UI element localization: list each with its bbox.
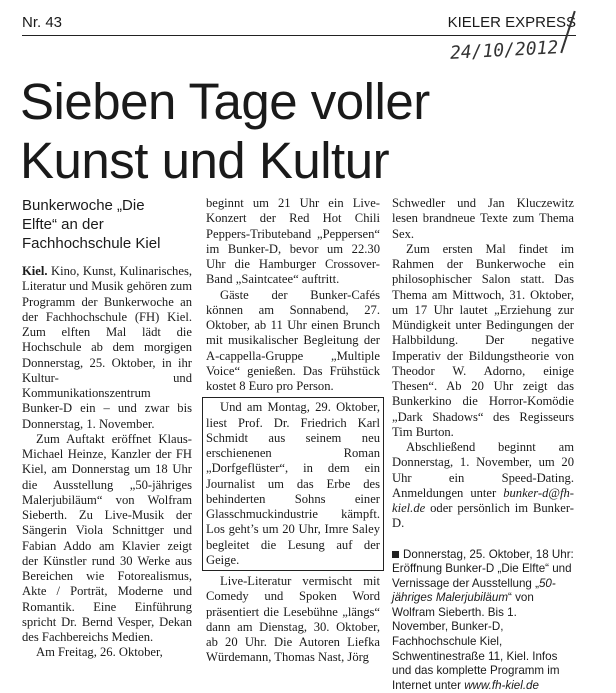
paragraph: Am Freitag, 26. Oktober, bbox=[22, 645, 192, 660]
paragraph: Schwedler und Jan Kluczewitz lesen brandneue Texte zum Thema Sex. bbox=[392, 196, 574, 242]
article-column-1 bbox=[22, 196, 192, 661]
paragraph: Kiel. Kino, Kunst, Kulinarisches, Literatur und Musik gehören zum Programm der Bunkerwoche an der Fachhochschule (FH) Kiel. Zum elften Mal lädt die Hochschule ab dem morgigen Donnerstag, 25. Oktober, in ihr Kultur- und Kommunikationszentrum Bunker-D ein – und zwar bis Donnerstag, 1. November. bbox=[22, 264, 192, 432]
dateline: Kiel. bbox=[22, 264, 48, 278]
headline bbox=[20, 72, 430, 190]
handwritten-date: 24/10/2012 bbox=[450, 37, 559, 64]
bullet-square-icon bbox=[392, 551, 399, 558]
website-link[interactable]: www.fh-kiel.de bbox=[464, 679, 539, 692]
paragraph: Gäste der Bunker-Cafés können am Sonnabend, 27. Oktober, ab 11 Uhr einen Brunch mit musikalischer Begleitung der A-cappella-Gruppe „Multiple Voice“ genießen. Das Frühstück kostet 8 Euro pro Person. bbox=[206, 288, 380, 395]
paragraph: beginnt um 21 Uhr ein Live-Konzert der Red Hot Chili Peppers-Tributeband „Peppersen“ im Bunker-D, bevor um 22.30 Uhr die Hamburger Crossover-Band „Saintcatee“ auftritt. bbox=[206, 196, 380, 288]
info-box: Donnerstag, 25. Oktober, 18 Uhr: Eröffnung Bunker-D „Die Elfte“ und Vernissage der Ausstellung „50-jähriges Malerjubiläum“ von Wolfram Sieberth. Bis 1. November, Bunker-D, Fachhochschule Kiel, Schwentinestraße 11, Kiel. Infos und das komplette Programm im Internet unter www.fh-kiel.de bbox=[392, 548, 574, 693]
header-rule bbox=[22, 35, 576, 36]
article-column-2 bbox=[206, 196, 380, 666]
paragraph: Live-Literatur vermischt mit Comedy und Spoken Word präsentiert die Lesebühne „längs“ dann am Dienstag, 30. Oktober, ab 20 Uhr. Die Autoren Liefka Würdemann, Thomas Nast, Jörg bbox=[206, 574, 380, 666]
email-link[interactable]: bunker-d@fh-kiel.de bbox=[392, 486, 574, 515]
newspaper-name: KIELER EXPRESS bbox=[448, 14, 576, 31]
paragraph: Zum Auftakt eröffnet Klaus-Michael Heinze, Kanzler der FH Kiel, am Donnerstag um 18 Uhr die Ausstellung „50-jähriges Malerjubiläum“ von Wolfram Sieberth. Zu Live-Musik der Sängerin Viola Schnittger und Fabian Addo am Klavier zeigt der Künstler rund 30 Werke aus Bereichen wie Fotorealismus, Akte / Porträt, Moderne und Romantik. Eine Einführung spricht Dr. Bernd Vesper, Dekan des Fachbereichs Medien. bbox=[22, 432, 192, 646]
paragraph: Zum ersten Mal findet im Rahmen der Bunkerwoche ein philosophischer Salon statt. Das Thema am Mittwoch, 31. Oktober, um 17 Uhr lautet „Erziehung zur Mündigkeit unter Bedingungen der Halbbildung. Der negative Imperativ der Bildungstheorie von Theodor W. Adorno, einige Thesen“. Ab 20 Uhr zeigt das Bunkerkino die Horror-Komödie „Dark Shadows“ des Regisseurs Tim Burton. bbox=[392, 242, 574, 440]
highlight-box bbox=[202, 397, 384, 571]
headline-line-2: Kunst und Kultur bbox=[20, 132, 389, 189]
subheadline: Bunkerwoche „Die Elfte“ an der Fachhochschule Kiel bbox=[22, 196, 192, 253]
paragraph: Und am Montag, 29. Oktober, liest Prof. Dr. Friedrich Karl Schmidt aus seinem neu erschienenen Roman „Dorfgeflüster“, in dem ein Journalist um das Erbe des behinderten Sohns einer Glasschmuckindustrie kämpft. Los geht’s um 20 Uhr, Imre Saley begleitet die Lesung auf der Geige. bbox=[206, 400, 380, 568]
paragraph: Abschließend beginnt am Donnerstag, 1. November, um 20 Uhr ein Speed-Dating. Anmeldungen unter bunker-d@fh-kiel.de oder persönlich im Bunker-D. bbox=[392, 440, 574, 532]
headline-line-1: Sieben Tage voller bbox=[20, 73, 430, 130]
article-column-3 bbox=[392, 196, 574, 693]
issue-number: Nr. 43 bbox=[22, 14, 62, 31]
